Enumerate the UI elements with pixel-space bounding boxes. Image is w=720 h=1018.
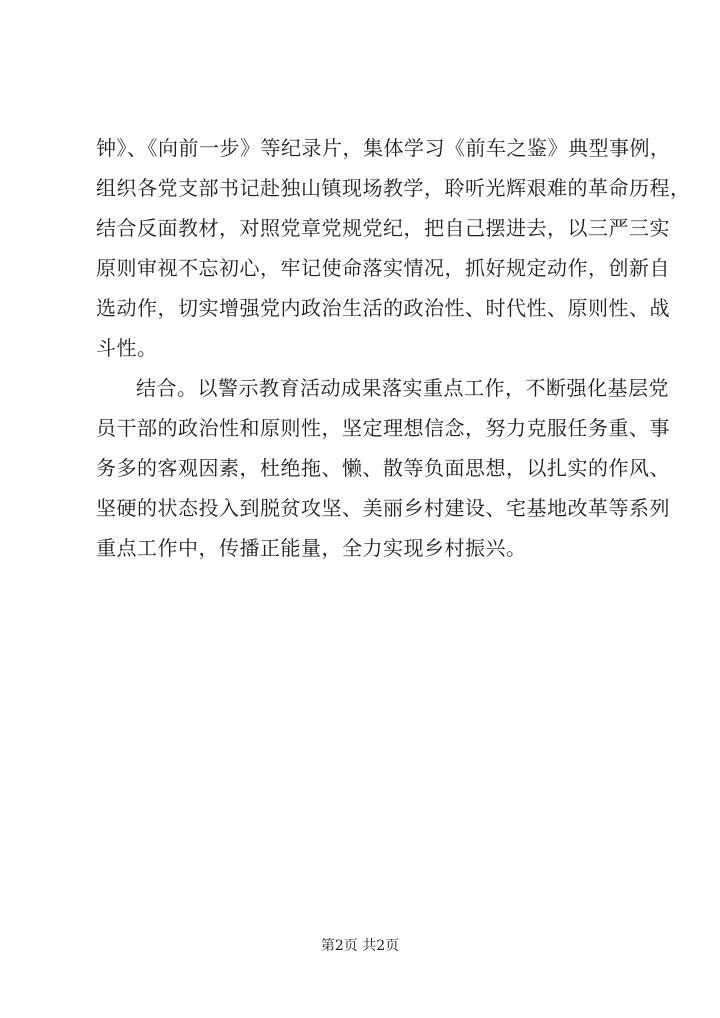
paragraph-line: 钟》、《向前一步》等纪录片，集体学习《前车之鉴》典型事例， — [96, 136, 671, 160]
paragraph-line: 选动作，切实增强党内政治生活的政治性、时代性、原则性、战 — [96, 296, 670, 320]
paragraph-line: 斗性。 — [96, 336, 158, 360]
paragraph-2 — [96, 368, 670, 568]
paragraph-line: 结合。以警示教育活动成果落实重点工作，不断强化基层党 — [136, 376, 669, 400]
paragraph-line: 坚硬的状态投入到脱贫攻坚、美丽乡村建设、宅基地改革等系列 — [96, 496, 670, 520]
document-body — [96, 128, 691, 568]
paragraph-1 — [96, 128, 691, 368]
paragraph-line: 重点工作中，传播正能量，全力实现乡村振兴。 — [96, 536, 527, 560]
paragraph-line: 原则审视不忘初心，牢记使命落实情况，抓好规定动作，创新自 — [96, 256, 670, 280]
paragraph-line: 组织各党支部书记赴独山镇现场教学，聆听光辉艰难的革命历程， — [96, 176, 691, 200]
page-number-label: 第2页 共2页 — [320, 938, 400, 954]
paragraph-line: 结合反面教材，对照党章党规党纪，把自己摆进去，以三严三实 — [96, 216, 670, 240]
page-number-footer — [0, 936, 720, 956]
paragraph-line: 员干部的政治性和原则性，坚定理想信念，努力克服任务重、事 — [96, 416, 670, 440]
paragraph-line: 务多的客观因素，杜绝拖、懒、散等负面思想，以扎实的作风、 — [96, 456, 670, 480]
